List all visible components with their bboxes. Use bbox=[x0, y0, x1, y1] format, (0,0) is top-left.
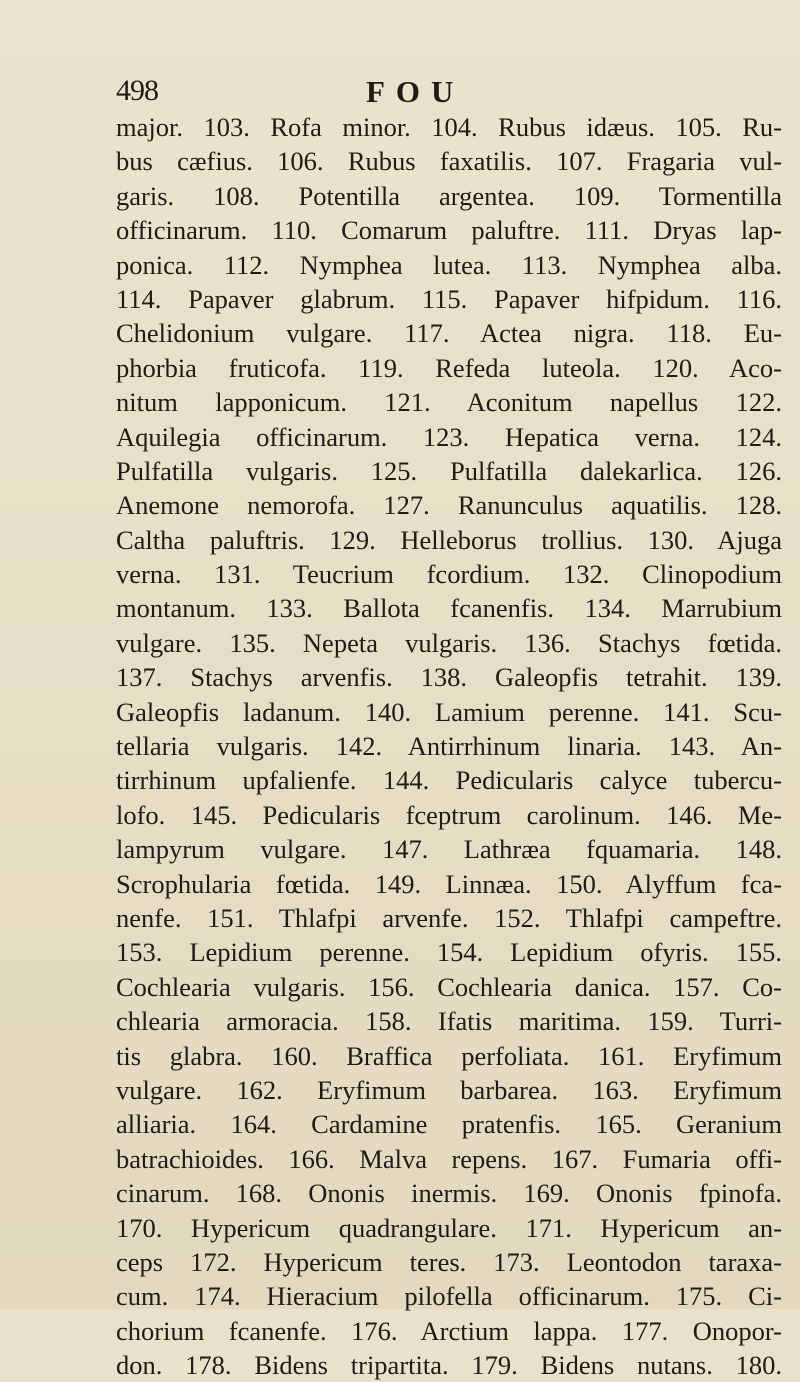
running-head: FOU bbox=[366, 74, 465, 109]
text-line: Scrophularia fœtida. 149. Linnæa. 150. Alyffum fca- bbox=[116, 868, 782, 899]
text-line: ceps 172. Hypericum teres. 173. Leontodon taraxa- bbox=[116, 1246, 782, 1277]
text-line: lofo. 145. Pedicularis fceptrum carolinum. 146. Me- bbox=[116, 799, 782, 830]
text-line: cinarum. 168. Ononis inermis. 169. Ononis fpinofa. bbox=[116, 1178, 782, 1209]
text-line: ponica. 112. Nymphea lutea. 113. Nymphea alba. bbox=[116, 249, 782, 280]
text-line: phorbia fruticofa. 119. Refeda luteola. 120. Aco- bbox=[116, 352, 782, 383]
text-line: montanum. 133. Ballota fcanenfis. 134. Marrubium bbox=[116, 593, 782, 624]
text-line: 137. Stachys arvenfis. 138. Galeopfis tetrahit. 139. bbox=[116, 662, 782, 693]
text-line: 170. Hypericum quadrangulare. 171. Hypericum an- bbox=[116, 1212, 782, 1243]
body-text bbox=[116, 110, 782, 1382]
text-line: officinarum. 110. Comarum paluftre. 111. Dryas lap- bbox=[116, 215, 782, 246]
text-line: tis glabra. 160. Braffica perfoliata. 161. Eryfimum bbox=[116, 1040, 782, 1071]
text-line: tellaria vulgaris. 142. Antirrhinum linaria. 143. An- bbox=[116, 731, 782, 762]
text-line: alliaria. 164. Cardamine pratenfis. 165. Geranium bbox=[116, 1109, 782, 1140]
text-line: vulgare. 162. Eryfimum barbarea. 163. Eryfimum bbox=[116, 1074, 782, 1105]
text-line: tirrhinum upfalienfe. 144. Pedicularis calyce tubercu- bbox=[116, 765, 782, 796]
text-line: nenfe. 151. Thlafpi arvenfe. 152. Thlafpi campeftre. bbox=[116, 902, 782, 933]
text-line: Aquilegia officinarum. 123. Hepatica verna. 124. bbox=[116, 421, 782, 452]
text-line: Galeopfis ladanum. 140. Lamium perenne. 141. Scu- bbox=[116, 696, 782, 727]
text-line: nitum lapponicum. 121. Aconitum napellus 122. bbox=[116, 387, 782, 418]
text-line: lampyrum vulgare. 147. Lathræa fquamaria. 148. bbox=[116, 834, 782, 865]
text-line: Cochlearia vulgaris. 156. Cochlearia danica. 157. Co- bbox=[116, 971, 782, 1002]
text-line: 114. Papaver glabrum. 115. Papaver hifpidum. 116. bbox=[116, 283, 782, 314]
text-line: vulgare. 135. Nepeta vulgaris. 136. Stachys fœtida. bbox=[116, 627, 782, 658]
text-line: 153. Lepidium perenne. 154. Lepidium ofyris. 155. bbox=[116, 937, 782, 968]
text-line: chlearia armoracia. 158. Ifatis maritima. 159. Turri- bbox=[116, 1006, 782, 1037]
text-line: Caltha paluftris. 129. Helleborus trollius. 130. Ajuga bbox=[116, 524, 782, 555]
text-line: garis. 108. Potentilla argentea. 109. Tormentilla bbox=[116, 180, 782, 211]
text-line: Anemone nemorofa. 127. Ranunculus aquatilis. 128. bbox=[116, 490, 782, 521]
text-line: cum. 174. Hieracium pilofella officinarum. 175. Ci- bbox=[116, 1281, 782, 1312]
text-line: Chelidonium vulgare. 117. Actea nigra. 118. Eu- bbox=[116, 318, 782, 349]
text-line: major. 103. Rofa minor. 104. Rubus idæus. 105. Ru- bbox=[116, 112, 782, 142]
page-number: 498 bbox=[116, 74, 158, 107]
text-line: verna. 131. Teucrium fcordium. 132. Clinopodium bbox=[116, 559, 782, 590]
text-line: chorium fcanenfe. 176. Arctium lappa. 177. Onopor- bbox=[116, 1315, 782, 1346]
text-line: batrachioides. 166. Malva repens. 167. Fumaria offi- bbox=[116, 1143, 782, 1174]
text-line: Pulfatilla vulgaris. 125. Pulfatilla dalekarlica. 126. bbox=[116, 455, 782, 486]
text-line: don. 178. Bidens tripartita. 179. Bidens nutans. 180. bbox=[116, 1350, 782, 1381]
text-line: bus cæfius. 106. Rubus faxatilis. 107. Fragaria vul- bbox=[116, 146, 782, 177]
